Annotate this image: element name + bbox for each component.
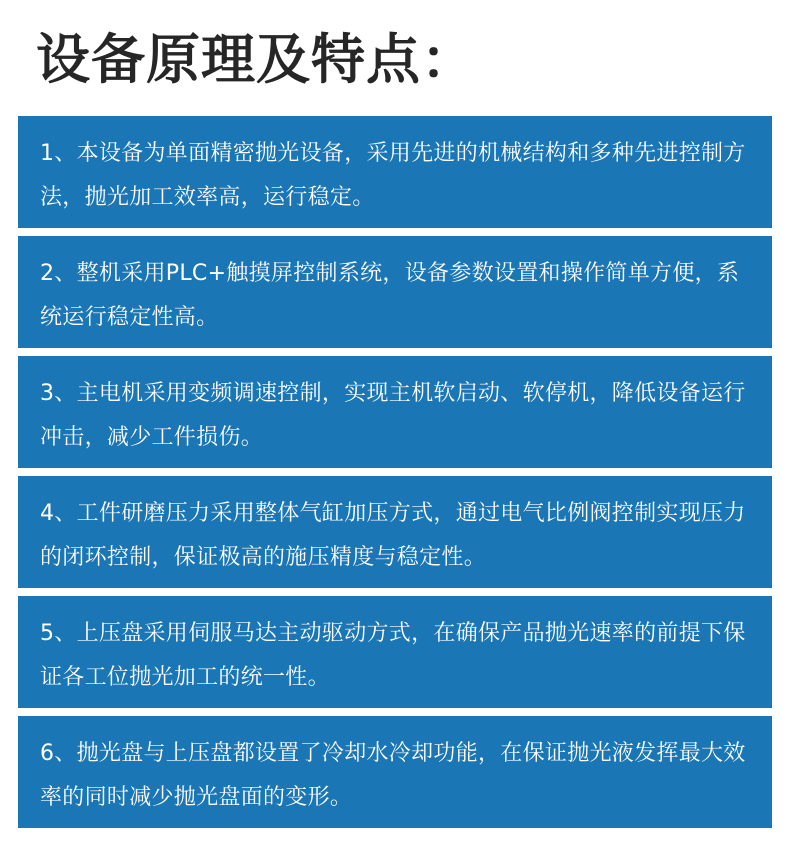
feature-text: 1、本设备为单面精密抛光设备，采用先进的机械结构和多种先进控制方法，抛光加工效率高，运行稳定。 (40, 141, 746, 210)
feature-text: 4、工件研磨压力采用整体气缸加压方式，通过电气比例阀控制实现压力的闭环控制，保证极高的施压精度与稳定性。 (40, 501, 746, 570)
feature-item-2 (18, 236, 772, 348)
feature-text: 3、主电机采用变频调速控制，实现主机软启动、软停机，降低设备运行冲击，减少工件损伤。 (40, 381, 746, 450)
feature-item-1 (18, 116, 772, 228)
feature-item-4 (18, 476, 772, 588)
feature-item-3 (18, 356, 772, 468)
feature-item-6 (18, 716, 772, 828)
page-title: 设备原理及特点： (36, 28, 476, 91)
feature-item-5 (18, 596, 772, 708)
feature-list (18, 116, 772, 836)
feature-text: 6、抛光盘与上压盘都设置了冷却水冷却功能，在保证抛光液发挥最大效率的同时减少抛光盘面的变形。 (40, 741, 746, 810)
feature-text: 5、上压盘采用伺服马达主动驱动方式，在确保产品抛光速率的前提下保证各工位抛光加工的统一性。 (40, 621, 746, 690)
feature-text: 2、整机采用PLC+触摸屏控制系统，设备参数设置和操作简单方便，系统运行稳定性高。 (40, 261, 740, 330)
